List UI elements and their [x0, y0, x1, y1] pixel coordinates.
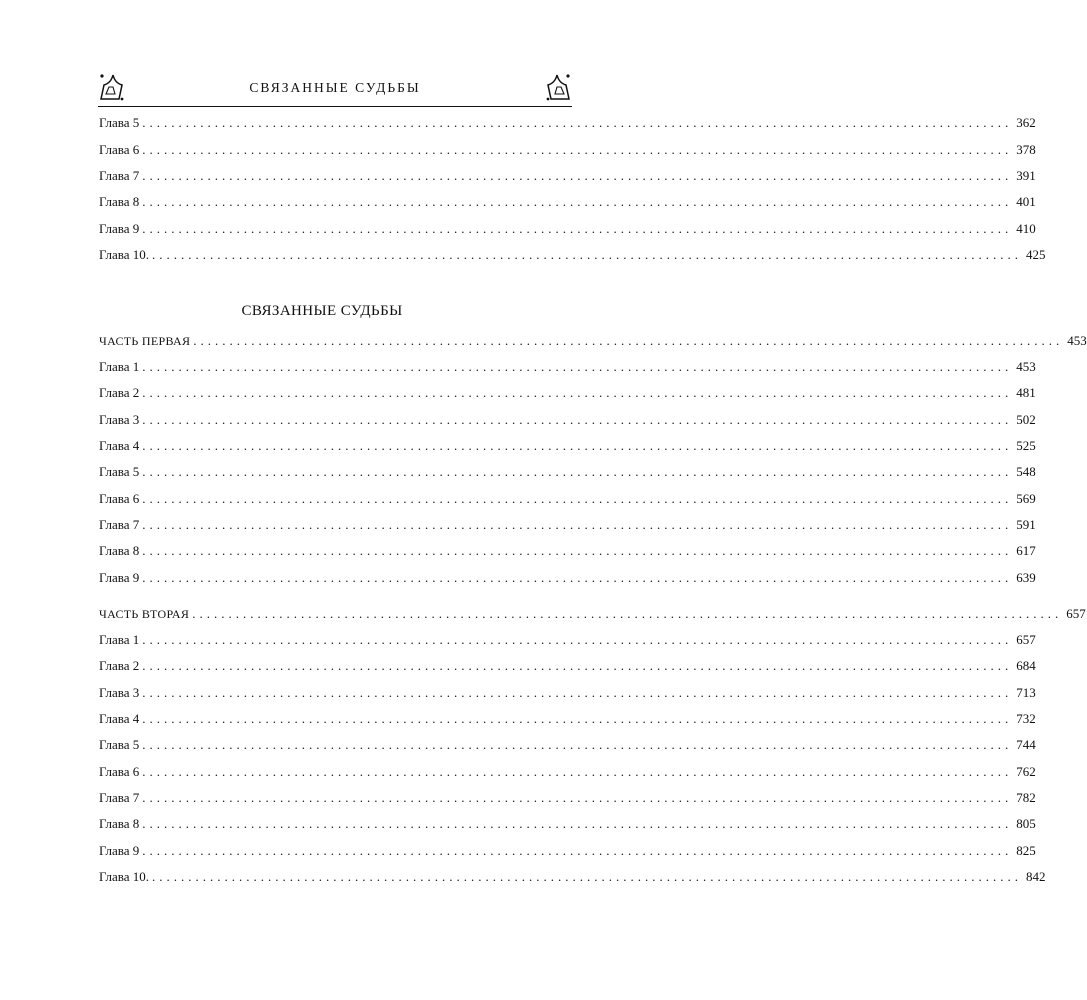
toc-leader-dots: ........................................................................................................................	[142, 816, 1013, 831]
toc-leader-dots: ........................................................................................................................	[142, 168, 1013, 183]
toc-part-label: ЧАСТЬ ВТОРАЯ	[99, 607, 190, 621]
toc-entry-label: Глава 8	[99, 194, 140, 209]
toc-entry	[99, 142, 1036, 158]
toc-entry-page: 481	[1016, 385, 1036, 400]
toc-part-page: 453	[1067, 333, 1087, 348]
toc-entry-label: Глава 6	[99, 764, 140, 779]
header-rule	[98, 106, 572, 107]
toc-entry-page: 391	[1016, 168, 1036, 183]
toc-leader-dots: ........................................................................................................................	[142, 142, 1013, 157]
running-title: СВЯЗАННЫЕ СУДЬБЫ	[249, 80, 421, 95]
toc-entry-page: 842	[1026, 869, 1046, 884]
toc-part-heading	[99, 333, 1087, 349]
running-header	[98, 72, 572, 106]
toc-leader-dots: ........................................................................................................................	[142, 438, 1013, 453]
toc-leader-dots: ........................................................................................................................	[142, 412, 1013, 427]
toc-entry	[99, 115, 1036, 131]
toc-entry	[99, 491, 1036, 507]
toc-leader-dots: ........................................................................................................................	[193, 333, 1064, 348]
toc-entry-label: Глава 10.	[99, 869, 150, 884]
toc-entry-label: Глава 8	[99, 543, 140, 558]
toc-part-heading	[99, 606, 1086, 622]
toc-entry-page: 401	[1016, 194, 1036, 209]
toc-entry-label: Глава 8	[99, 816, 140, 831]
toc-entry	[99, 168, 1036, 184]
toc-entry	[99, 658, 1036, 674]
toc-entry-label: Глава 1	[99, 632, 140, 647]
toc-entry	[99, 412, 1036, 428]
toc-entry-page: 805	[1016, 816, 1036, 831]
toc-leader-dots: ........................................................................................................................	[142, 843, 1013, 858]
toc-entry	[99, 790, 1036, 806]
toc-entry-page: 569	[1016, 491, 1036, 506]
toc-entry-page: 744	[1016, 737, 1036, 752]
toc-entry-page: 410	[1016, 221, 1036, 236]
toc-leader-dots: ........................................................................................................................	[142, 359, 1013, 374]
toc-leader-dots: ........................................................................................................................	[142, 790, 1013, 805]
toc-entry-page: 732	[1016, 711, 1036, 726]
toc-leader-dots: ........................................................................................................................	[142, 632, 1013, 647]
toc-entry-page: 378	[1016, 142, 1036, 157]
toc-entry	[99, 570, 1036, 586]
toc-entry	[99, 517, 1036, 533]
toc-entry-label: Глава 9	[99, 221, 140, 236]
toc-entry	[99, 711, 1036, 727]
toc-entry-page: 617	[1016, 543, 1036, 558]
section-title: СВЯЗАННЫЕ СУДЬБЫ	[241, 303, 403, 319]
toc-entry-page: 502	[1016, 412, 1036, 427]
toc-leader-dots: ........................................................................................................................	[142, 737, 1013, 752]
toc-entry-page: 525	[1016, 438, 1036, 453]
toc-entry-label: Глава 3	[99, 412, 140, 427]
toc-leader-dots: ........................................................................................................................	[142, 658, 1013, 673]
toc-entry	[99, 816, 1036, 832]
toc-entry	[99, 869, 1046, 885]
toc-leader-dots: ........................................................................................................................	[142, 711, 1013, 726]
toc-entry-label: Глава 5	[99, 115, 140, 130]
toc-entry-page: 362	[1016, 115, 1036, 130]
toc-part-label: ЧАСТЬ ПЕРВАЯ	[99, 334, 191, 348]
toc-entry-label: Глава 7	[99, 168, 140, 183]
toc-leader-dots: ........................................................................................................................	[152, 247, 1023, 262]
toc-entry	[99, 737, 1036, 753]
toc-entry-page: 657	[1016, 632, 1036, 647]
toc-entry	[99, 543, 1036, 559]
toc-entry	[99, 464, 1036, 480]
toc-entry	[99, 359, 1036, 375]
toc-entry-label: Глава 7	[99, 517, 140, 532]
toc-entry	[99, 764, 1036, 780]
toc-entry-page: 684	[1016, 658, 1036, 673]
toc-entry-page: 639	[1016, 570, 1036, 585]
toc-leader-dots: ........................................................................................................................	[142, 385, 1013, 400]
toc-entry-label: Глава 1	[99, 359, 140, 374]
toc-entry-label: Глава 9	[99, 843, 140, 858]
toc-entry-page: 713	[1016, 685, 1036, 700]
toc-entry-label: Глава 6	[99, 491, 140, 506]
toc-entry	[99, 685, 1036, 701]
toc-entry-page: 548	[1016, 464, 1036, 479]
toc-entry-page: 825	[1016, 843, 1036, 858]
toc-entry	[99, 438, 1036, 454]
toc-leader-dots: ........................................................................................................................	[192, 606, 1063, 621]
toc-entry	[99, 221, 1036, 237]
toc-leader-dots: ........................................................................................................................	[142, 517, 1013, 532]
toc-leader-dots: ........................................................................................................................	[142, 764, 1013, 779]
toc-part-page: 657	[1066, 606, 1086, 621]
toc-leader-dots: ........................................................................................................................	[142, 543, 1013, 558]
toc-entry-label: Глава 9	[99, 570, 140, 585]
toc-entry	[99, 843, 1036, 859]
toc-leader-dots: ........................................................................................................................	[142, 570, 1013, 585]
toc-entry-label: Глава 6	[99, 142, 140, 157]
toc-entry-page: 425	[1026, 247, 1046, 262]
toc-leader-dots: ........................................................................................................................	[142, 115, 1013, 130]
toc-entry	[99, 247, 1046, 263]
toc-entry-label: Глава 2	[99, 385, 140, 400]
toc-entry	[99, 632, 1036, 648]
toc-entry-page: 782	[1016, 790, 1036, 805]
toc-leader-dots: ........................................................................................................................	[142, 685, 1013, 700]
toc-entry-label: Глава 2	[99, 658, 140, 673]
toc-entry-label: Глава 3	[99, 685, 140, 700]
toc-entry-label: Глава 7	[99, 790, 140, 805]
toc-leader-dots: ........................................................................................................................	[142, 491, 1013, 506]
toc-entry-label: Глава 5	[99, 737, 140, 752]
toc-leader-dots: ........................................................................................................................	[152, 869, 1023, 884]
toc-entry	[99, 385, 1036, 401]
toc-leader-dots: ........................................................................................................................	[142, 194, 1013, 209]
toc-entry	[99, 194, 1036, 210]
toc-leader-dots: ........................................................................................................................	[142, 221, 1013, 236]
toc-entry-label: Глава 4	[99, 438, 140, 453]
toc-entry-page: 762	[1016, 764, 1036, 779]
toc-entry-label: Глава 5	[99, 464, 140, 479]
toc-entry-label: Глава 10.	[99, 247, 150, 262]
toc-entry-label: Глава 4	[99, 711, 140, 726]
corner-ornament-icon	[546, 72, 572, 102]
toc-entry-page: 453	[1016, 359, 1036, 374]
toc-leader-dots: ........................................................................................................................	[142, 464, 1013, 479]
toc-entry-page: 591	[1016, 517, 1036, 532]
